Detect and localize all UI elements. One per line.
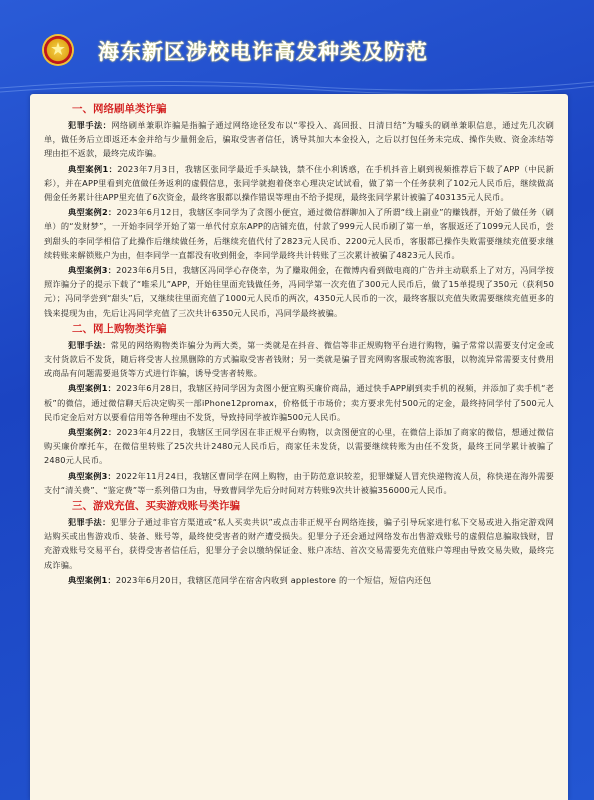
- paragraph-text: 2022年11月24日，我辖区曹同学在网上购物，由于防范意识较差，犯罪嫌疑人冒充快递物流人员，称快递在海外需要支付“清关费”、“鉴定费”等一系列借口为由，导致曹同学先后分时间对方转账9次共计被骗356000元人民币。: [44, 470, 554, 495]
- page-title: 海东新区涉校电诈高发种类及防范: [98, 40, 428, 64]
- paragraph-text: 2023年7月3日，我辖区张同学最近手头缺钱，禁不住小利诱惑，在手机抖音上刷到视频推荐后下载了APP（中民新彩），并在APP里看到充值做任务返利的虚假信息，张同学就抱着侥幸心理决定试试看，做了第一个任务获利了102元人民币后，继续做高佣金任务累计往APP里充值了6次资金，最终客服都以操作错误等理由不给予提现，最终张同学累计被骗了403135元人民币。: [44, 163, 554, 203]
- paragraph: [44, 338, 554, 381]
- paragraph-label: 犯罪手法：: [68, 120, 112, 130]
- paragraph-label: 典型案例1：: [68, 574, 116, 585]
- paragraph-text: 犯罪分子通过非官方渠道或“私人买卖共识”或点击非正规平台网络连接，骗子引导玩家进行私下交易或进入指定游戏网站购买或出售游戏币、装备、账号等，最终使受害者的财产遭受损失。犯罪分子还会通过网络发布出售游戏账号的虚假信息骗取钱财，冒充游戏账号交易平台，获得受害者信任后，犯罪分子会以缴纳保证金、账户冻结、首次交易需要先充值账户等理由导致交易失败，最终完成诈骗。: [44, 517, 554, 570]
- paragraph: [44, 205, 554, 262]
- paragraph-label: 典型案例1：: [68, 383, 117, 394]
- paragraph-label: 犯罪手法：: [68, 517, 111, 528]
- section-title: 二、网上购物类诈骗: [72, 322, 167, 335]
- paragraph: [44, 515, 554, 572]
- header-decoration: [0, 74, 594, 94]
- paragraph: [44, 118, 554, 161]
- paragraph-text: 2023年6月20日，我辖区范同学在宿舍内收到 applestore 的一个短信，短信内还包: [115, 574, 432, 585]
- paragraph-label: 典型案例3：: [68, 265, 117, 276]
- paragraph-label: 典型案例1：: [68, 163, 118, 174]
- paragraph: [44, 263, 554, 320]
- paragraph-text: 2023年6月12日，我辖区李同学为了贪图小便宜，通过微信群聊加入了所谓“线上副业”的赚钱群，开始了做任务（刷单）的“发财梦”，一开始李同学开始了第一单代付京东APP的店铺充值，付款了999元人民币刷了第一单，客服返还了1099元人民币，尝到甜头的李同学相信了此操作后继续做任务，后继续充值代付了2823元人民币、2200元人民币，客服都已操作失败需要继续充值要求继续转账来解锁账户为由，但李同学一直都没有收到佣金，李同学最终共计转账了三次累计被骗了4823元人民币。: [44, 207, 554, 260]
- paragraph: [44, 425, 554, 468]
- document-body: [30, 94, 568, 800]
- paragraph: [44, 162, 554, 205]
- paragraph-text: 2023年4月22日，我辖区王同学因在非正规平台购物，以贪图便宜的心里，在微信上添加了商家的微信，想通过微信购买廉价摩托车，在微信里转账了25次共计2480元人民币后，商家任未发货，以需要继续转账为由任不发货，最终王同学累计被骗了2480元人民币。: [44, 427, 554, 466]
- paragraph: [44, 469, 554, 497]
- page-header: [0, 0, 594, 94]
- paragraph: [44, 573, 554, 587]
- document-content: [30, 94, 568, 587]
- police-emblem-icon: [44, 36, 72, 64]
- section-title: 一、网络刷单类诈骗: [72, 103, 167, 115]
- paragraph-text: 常见的网络购物类诈骗分为两大类，第一类就是在抖音、微信等非正规购物平台进行购物，骗子常常以需要支付定金或支付货款后不发货，随后将受害人拉黑删除的方式骗取受害者钱财；另一类就是骗子冒充网购客服或物流客服，以物流异常需要支付费用或商品有问题需要退货等方式进行诈骗，诱导受害者转账。: [44, 339, 554, 379]
- paragraph-label: 犯罪手法：: [68, 339, 111, 350]
- section-title: 三、游戏充值、买卖游戏账号类诈骗: [72, 500, 240, 513]
- paragraph-label: 典型案例2：: [68, 427, 117, 438]
- paragraph-label: 典型案例2：: [68, 207, 117, 218]
- paragraph: [44, 381, 554, 424]
- paragraph-text: 2023年6月28日，我辖区持同学因为贪图小便宜购买廉价商品，通过快手APP刷到卖手机的视频，并添加了卖手机“老板”的微信，通过微信聊天后决定购买一部iPhone12promax，价格低于市场价；卖方要求先付500元的定金，最终持同学付了500元人民币定金后对方以要看信用等各种理由不发货，导致持同学被诈骗500元人民币。: [44, 383, 554, 422]
- paragraph-text: 2023年6月5日，我辖区冯同学心存侥幸，为了赚取佣金，在微博内看到做电商的广告并主动联系上了对方，冯同学按照诈骗分子的提示下载了“唯采儿”APP，开始往里面充钱做任务，冯同学第一次充值了300元人民币后，做了15单提现了350元（获利50元）；冯同学尝到“甜头”后，又继续往里面充值了1000元人民币的两次，4350元人民币的一次，最终客服以充值失败需要继续充值更多的钱来提现为由，先后让冯同学充值了三次共计6350元人民币，冯同学最终被骗。: [44, 265, 554, 318]
- paragraph-label: 典型案例3：: [68, 470, 116, 481]
- paragraph-text: 网络刷单兼职诈骗是指骗子通过网络途径发布以“零投入、高回报、日清日结”为噱头的刷单兼职信息，通过先几次刷单，做任务后立即返还本金并给与少量佣金后，骗取受害者信任，诱导其加大本金投入，之后以打包任务未完成、操作失败、资金冻结等理由拒不返款，最终完成诈骗。: [44, 120, 554, 159]
